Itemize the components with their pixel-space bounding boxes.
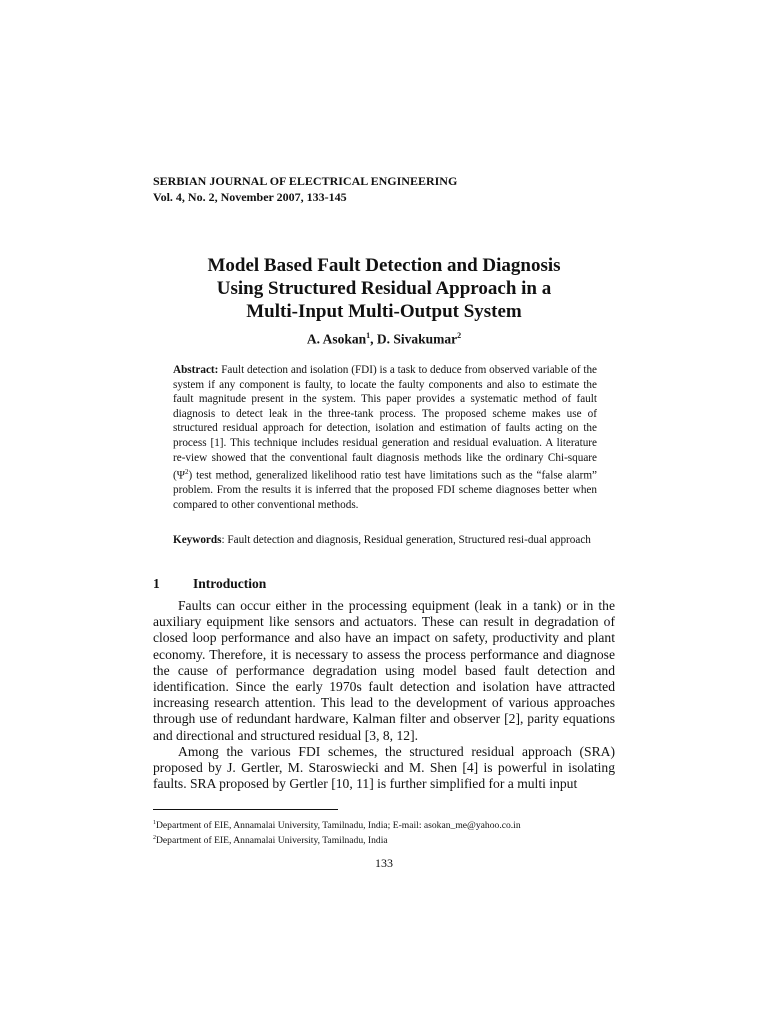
section-heading (153, 576, 266, 592)
page-number: 133 (375, 856, 393, 870)
author-line (153, 331, 615, 348)
title-line-1: Model Based Fault Detection and Diagnosis (207, 255, 561, 276)
footnote-divider (153, 809, 338, 810)
abstract (173, 363, 597, 513)
title-line-2: Using Structured Residual Approach in a (216, 278, 552, 299)
author-1: A. Asokan (306, 331, 367, 347)
author-2-affiliation-marker: 2 (457, 331, 462, 340)
footnote-1-text: Department of EIE, Annamalai University, Tamilnadu, India; E-mail: asokan_me@yahoo.co.in (156, 820, 521, 832)
abstract-text-1: Fault detection and isolation (FDI) is a task to deduce from observed variable of the system if any component is faulty, to locate the faulty components and also to estimate the fault magnitude present in the system. This paper provides a systematic method of fault diagnosis to detect leak in the three-tank process. The proposed scheme makes use of structured residual approach for detection, isolation and estimation of faults acting on the process [1]. This technique includes residual generation and residual evaluation. A literature re-view showed that the conventional fault diagnosis methods like the ordinary Chi-square (Ψ (173, 364, 597, 482)
title-line-3: Multi-Input Multi-Output System (246, 301, 522, 322)
journal-header (153, 173, 457, 205)
paragraph-1: Faults can occur either in the processing equipment (leak in a tank) or in the auxiliary equipment like sensors and actuators. These can result in degradation of closed loop performance and also have an impact on safety, productivity and plant economy. Therefore, it is necessary to assess the process performance and diagnose the cause of performance degradation using model based fault detection and identification. Since the early 1970s fault detection and isolation have attracted increasing research attention. This lead to the development of various approaches through use of redundant hardware, Kalman filter and observer [2], parity equations and directional and structured residual [3, 8, 12]. (153, 598, 615, 743)
footnote-2-marker: 2 (153, 835, 156, 842)
author-2: D. Sivakumar (376, 331, 458, 347)
author-1-affiliation-marker: 1 (366, 331, 371, 340)
journal-name: SERBIAN JOURNAL OF ELECTRICAL ENGINEERING (153, 174, 458, 188)
paragraph-2: Among the various FDI schemes, the structured residual approach (SRA) proposed by J. Gertler, M. Staroswiecki and M. Shen [4] is powerful in isolating faults. SRA proposed by Gertler [10, 11] is further simplified for a multi input (153, 743, 615, 792)
paper-title (153, 254, 615, 323)
keywords-label: Keywords (173, 534, 222, 546)
footnote-2-text: Department of EIE, Annamalai University, Tamilnadu, India (156, 835, 388, 847)
abstract-superscript: 2 (184, 468, 189, 477)
body-text (153, 598, 615, 792)
journal-issue: Vol. 4, No. 2, November 2007, 133-145 (153, 190, 347, 204)
keywords (173, 533, 597, 548)
footnote-1-marker: 1 (153, 820, 156, 826)
abstract-label: Abstract: (173, 364, 219, 376)
footnote-2 (153, 832, 623, 847)
author-separator: , (370, 331, 377, 347)
abstract-text-2: ) test method, generalized likelihood ratio test have limitations such as the “false alarm” problem. From the results it is inferred that the proposed FDI scheme diagnoses better when compared to other conventional methods. (173, 469, 597, 512)
section-title: Introduction (193, 576, 267, 591)
footnotes (153, 817, 623, 847)
footnote-1 (153, 817, 623, 832)
section-number: 1 (153, 576, 160, 591)
keywords-text: : Fault detection and diagnosis, Residual generation, Structured resi-dual approach (221, 534, 591, 546)
